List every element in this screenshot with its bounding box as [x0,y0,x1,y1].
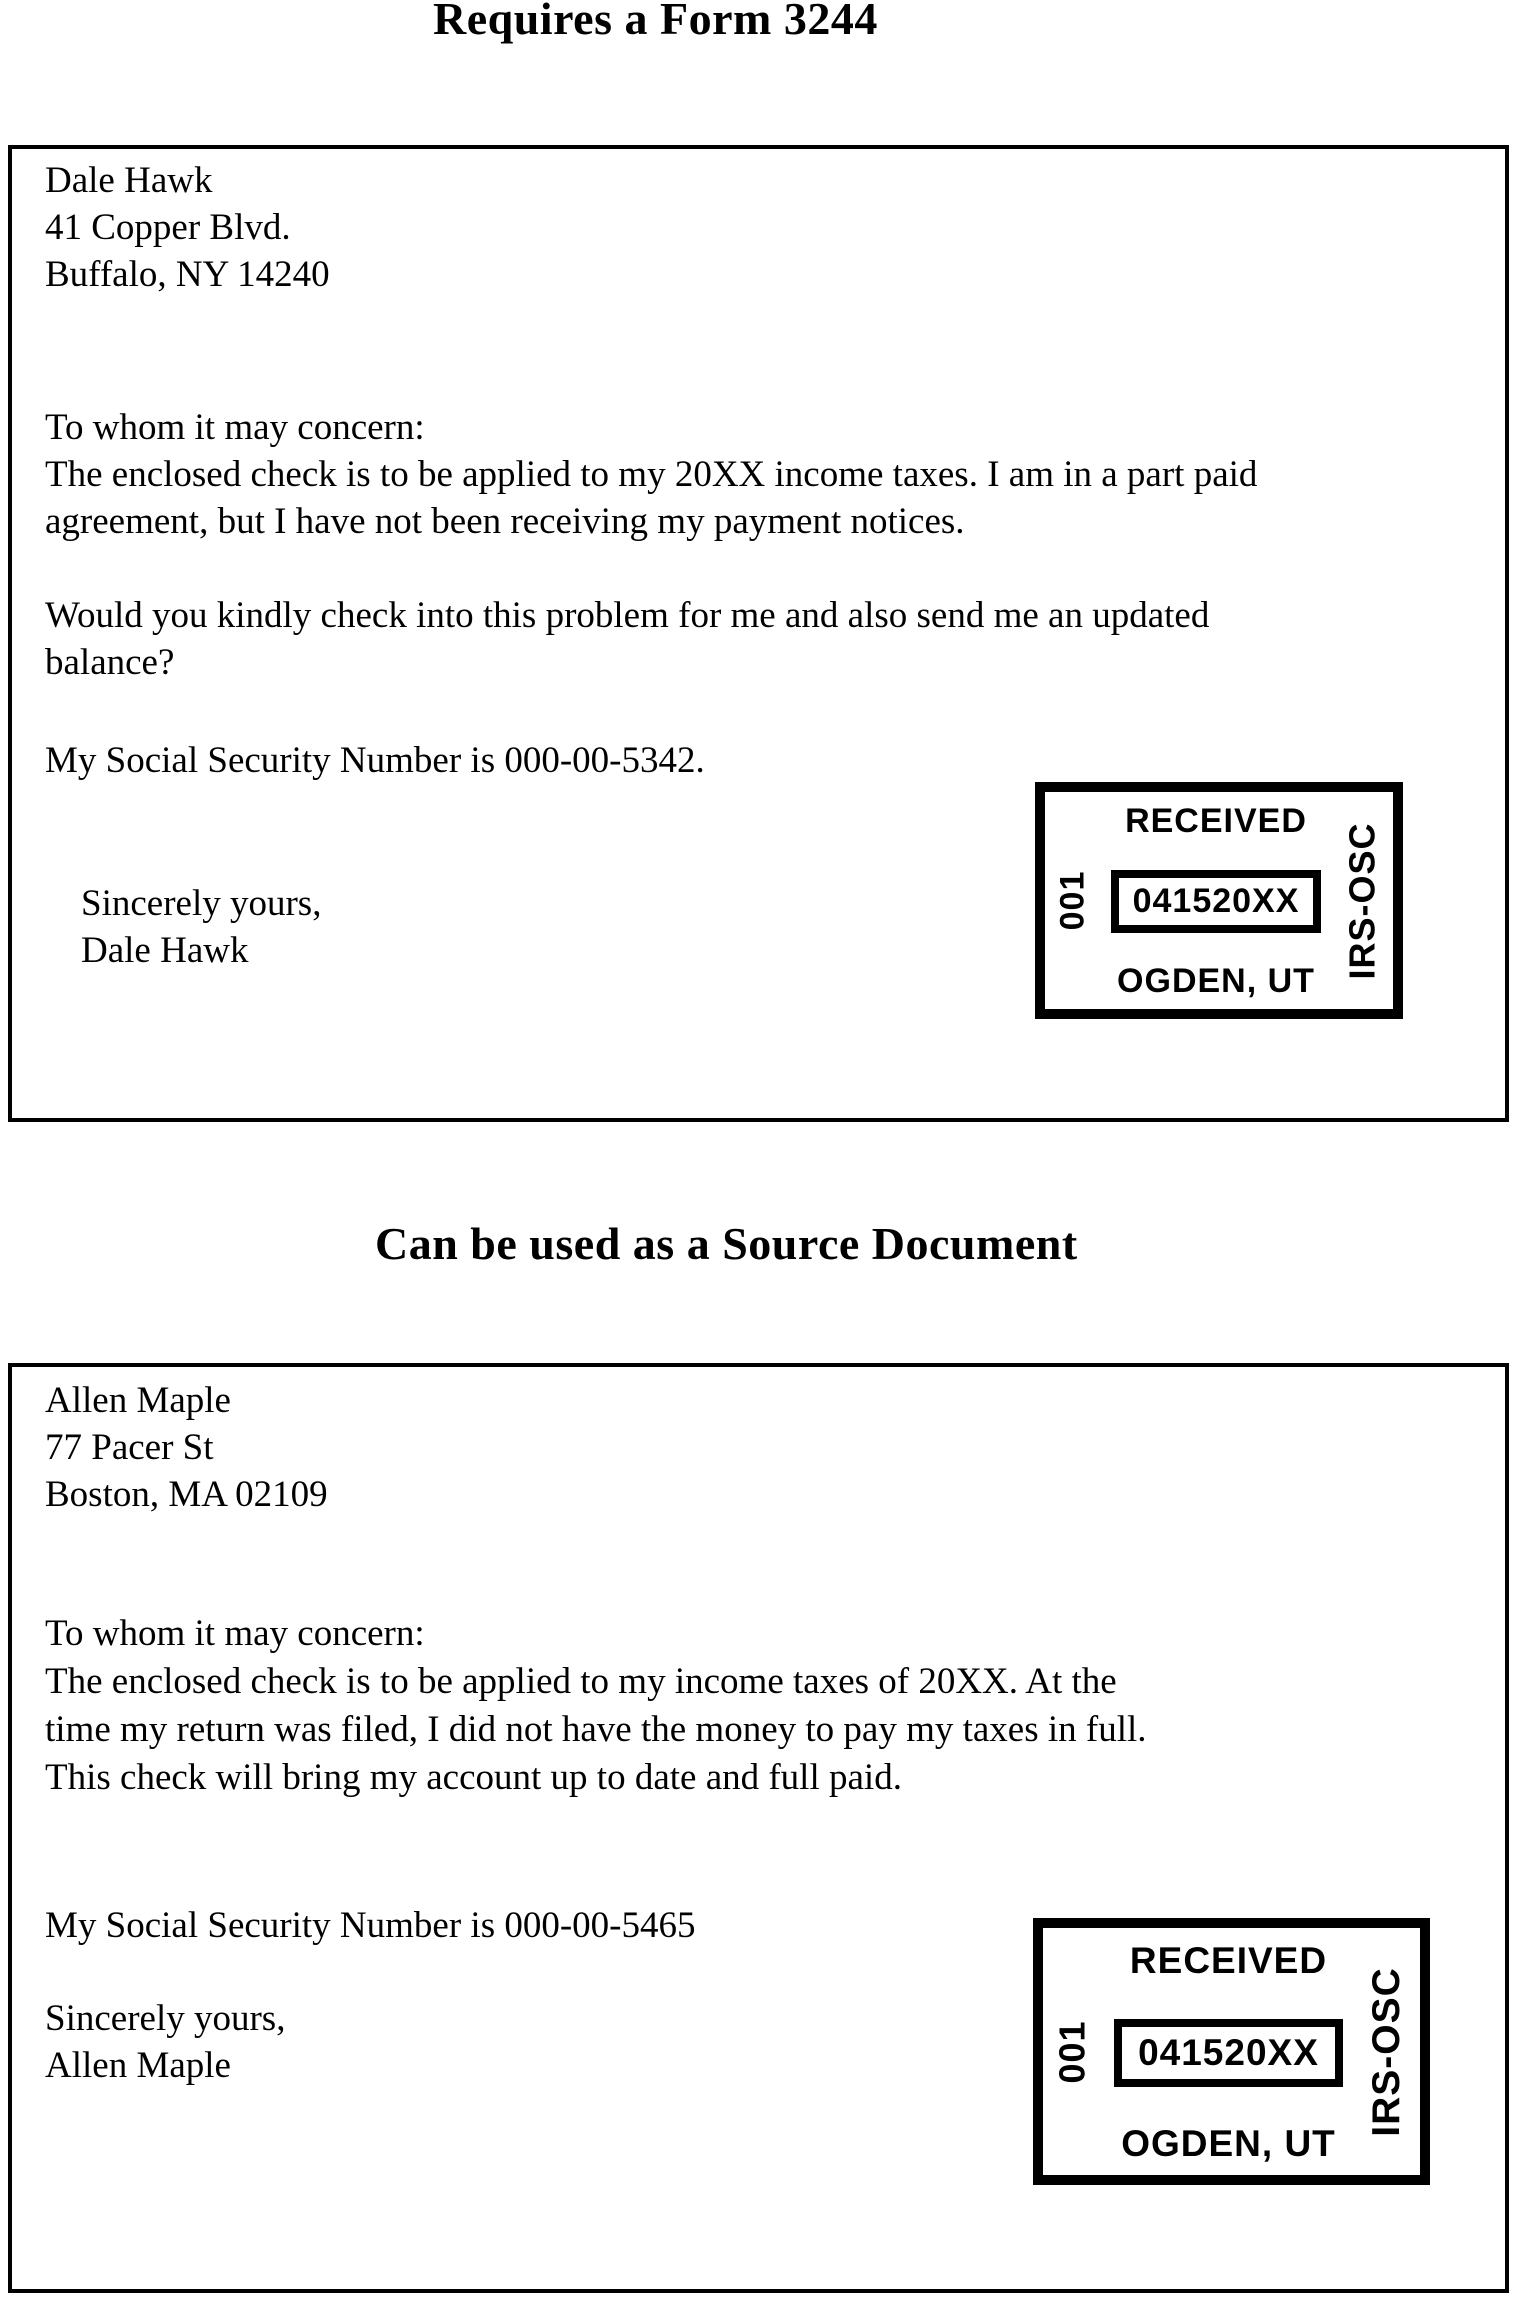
stamp-received-label: RECEIVED [1129,1940,1328,1981]
stamp-city-state: OGDEN, UT [1117,962,1315,1000]
stamp-received-label: RECEIVED [1125,802,1307,840]
closing-block [81,880,321,974]
received-stamp [1035,782,1403,1019]
stamp-center-column [1101,792,1331,1009]
stamp-center-column [1103,1928,1354,2175]
stamp-date-received: 041520XX [1132,882,1300,920]
ssn-line: My Social Security Number is 000-00-5342. [45,740,705,781]
closing-block [45,1995,285,2089]
stamp-batch-column [1043,1928,1103,2175]
stamp-office-code: IRS-OSC [1365,1966,1409,2137]
stamp-date-box [1111,870,1322,933]
body-line: balance? [45,642,175,683]
sender-address-block [45,157,330,298]
letter-paragraph [45,592,1209,686]
body-line: Would you kindly check into this problem for me and also send me an updated [45,595,1210,636]
letter-box-allen-maple [8,1363,1509,2293]
section-heading-requires-form: Requires a Form 3244 [433,0,878,44]
sender-name: Allen Maple [45,1380,231,1421]
received-stamp [1033,1918,1430,2185]
body-line: This check will bring my account up to date and full paid. [45,1757,902,1798]
section-heading-source-document: Can be used as a Source Document [375,1218,1078,1269]
sender-name: Dale Hawk [45,160,213,201]
sender-city-state-zip: Boston, MA 02109 [45,1474,328,1515]
body-line: agreement, but I have not been receiving my payment notices. [45,501,965,542]
salutation-line: To whom it may concern: [45,407,425,448]
closing-signature: Dale Hawk [81,930,249,971]
closing-signature: Allen Maple [45,2045,231,2086]
salutation-line: To whom it may concern: [45,1613,425,1654]
stamp-batch-number: 001 [1053,870,1092,931]
letter-paragraph [45,404,1257,545]
sender-city-state-zip: Buffalo, NY 14240 [45,254,330,295]
sender-street: 41 Copper Blvd. [45,207,291,248]
ssn-line: My Social Security Number is 000-00-5465 [45,1905,696,1946]
stamp-office-column [1331,792,1393,1009]
stamp-office-code: IRS-OSC [1341,821,1383,980]
sender-street: 77 Pacer St [45,1427,214,1468]
body-line: The enclosed check is to be applied to my income taxes of 20XX. At the [45,1661,1117,1702]
stamp-batch-column [1045,792,1101,1009]
sender-address-block [45,1377,328,1518]
closing-salutation: Sincerely yours, [81,883,322,924]
letter-box-dale-hawk [8,145,1509,1122]
stamp-office-column [1354,1928,1420,2175]
body-line: time my return was filed, I did not have the money to pay my taxes in full. [45,1709,1147,1750]
stamp-date-received: 041520XX [1138,2031,1319,2073]
letter-paragraph [45,1610,1147,1802]
stamp-city-state: OGDEN, UT [1121,2123,1336,2164]
stamp-batch-number: 001 [1052,2019,1094,2084]
body-line: The enclosed check is to be applied to my 20XX income taxes. I am in a part paid [45,454,1258,495]
closing-salutation: Sincerely yours, [45,1998,286,2039]
stamp-date-box [1114,2019,1343,2087]
